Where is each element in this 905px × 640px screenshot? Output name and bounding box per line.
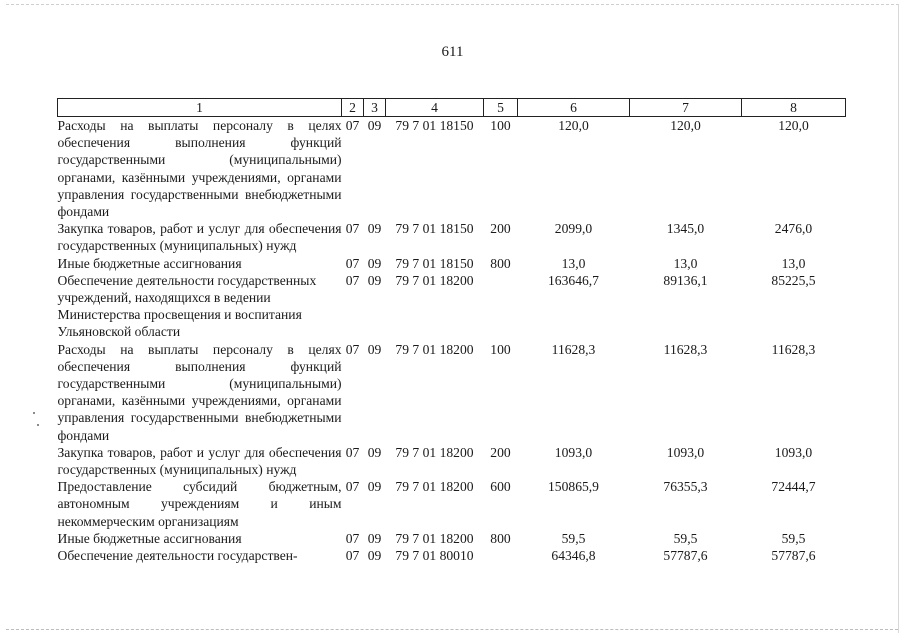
row-expense-type: 800: [490, 255, 511, 271]
row-expense-type: [484, 547, 518, 564]
row-value-6: 150865,9: [548, 479, 599, 495]
row-value-6: 11628,3: [551, 341, 596, 357]
row-value-7: 1093,0: [666, 444, 705, 460]
row-section: 07: [345, 479, 360, 495]
row-value-7: 59,5: [673, 530, 698, 546]
row-value-6: 120,0: [558, 118, 589, 133]
table-row: [58, 272, 846, 341]
row-target-article: 79 7 01 18200: [395, 341, 474, 357]
row-section: 07: [345, 221, 360, 237]
header-col-4: 4: [386, 99, 484, 117]
row-value-6: 64346,8: [551, 548, 596, 564]
row-target-article: 79 7 01 18150: [395, 221, 474, 237]
row-value-6: 163646,7: [548, 272, 599, 288]
row-value-8: 13,0: [781, 255, 806, 271]
header-col-7: 7: [630, 99, 742, 117]
row-expense-type: 100: [490, 118, 511, 133]
row-target-article: 79 7 01 18200: [395, 479, 474, 495]
row-subsection: 09: [367, 341, 382, 357]
row-target-article: 79 7 01 18150: [395, 255, 474, 271]
row-expense-type: [484, 272, 518, 341]
header-col-1: 1: [58, 99, 342, 117]
row-section: 07: [345, 444, 360, 460]
table-row: [58, 478, 846, 530]
row-value-6: 2099,0: [554, 221, 593, 237]
row-value-7: 89136,1: [663, 272, 708, 288]
row-target-article: 79 7 01 18200: [395, 530, 474, 546]
row-section: 07: [345, 548, 360, 564]
row-value-7: 57787,6: [663, 548, 708, 564]
table-row: [58, 444, 846, 478]
row-section: 07: [345, 255, 360, 271]
row-section: 07: [345, 341, 360, 357]
row-value-8: 72444,7: [771, 479, 816, 495]
row-target-article: 79 7 01 80010: [395, 548, 474, 564]
row-name: Обеспечение деятельности государствен-: [57, 548, 298, 564]
table-row: [58, 547, 846, 564]
row-section: 07: [345, 118, 360, 133]
row-value-7: 1345,0: [666, 221, 705, 237]
row-value-8: 2476,0: [774, 221, 813, 237]
row-name: Предоставление субсидий бюджетным, автономным учреждениям и иным некоммерческим организациям: [57, 479, 342, 529]
page-bottom-edge: [6, 629, 898, 630]
row-value-7: 76355,3: [663, 479, 708, 495]
row-name: Иные бюджетные ассигнования: [57, 255, 242, 271]
table-row: [58, 255, 846, 272]
row-value-7: 13,0: [673, 255, 698, 271]
row-name: Расходы на выплаты персоналу в целях обеспечения выполнения функций государственными (муниципальными) органами, казёнными учреждениями, органами управления государственными внебюджетными фондами: [57, 118, 342, 220]
header-col-3: 3: [364, 99, 386, 117]
header-col-6: 6: [518, 99, 630, 117]
row-expense-type: 200: [490, 444, 511, 460]
table-row: [58, 530, 846, 547]
row-section: 07: [345, 272, 360, 288]
row-expense-type: 100: [490, 341, 511, 357]
row-value-7: 11628,3: [663, 341, 708, 357]
table-row: [58, 220, 846, 254]
row-expense-type: 200: [490, 221, 511, 237]
row-value-6: 13,0: [561, 255, 586, 271]
row-value-8: 59,5: [781, 530, 806, 546]
row-expense-type: 800: [490, 530, 511, 546]
row-value-6: 59,5: [561, 530, 586, 546]
header-col-5: 5: [484, 99, 518, 117]
row-name: Закупка товаров, работ и услуг для обеспечения государственных (муниципальных) нужд: [57, 221, 342, 254]
row-subsection: 09: [367, 272, 382, 288]
row-value-6: 1093,0: [554, 444, 593, 460]
row-value-8: 57787,6: [771, 548, 816, 564]
scan-speck: [33, 412, 35, 414]
row-target-article: 79 7 01 18200: [395, 272, 474, 288]
row-subsection: 09: [367, 118, 382, 133]
row-value-8: 85225,5: [771, 272, 816, 288]
header-col-8: 8: [742, 99, 846, 117]
header-row: [58, 99, 846, 117]
row-subsection: 09: [367, 221, 382, 237]
row-value-8: 1093,0: [774, 444, 813, 460]
scan-speck: [37, 424, 39, 426]
row-subsection: 09: [367, 444, 382, 460]
table-row: [58, 117, 846, 221]
row-name: Обеспечение деятельности государственных учреждений, находящихся в ведении Министерства просвещения и воспитания Ульяновской области: [57, 272, 317, 340]
row-subsection: 09: [367, 548, 382, 564]
row-target-article: 79 7 01 18150: [395, 118, 474, 133]
row-name: Иные бюджетные ассигнования: [57, 530, 242, 546]
table-row: [58, 341, 846, 444]
row-target-article: 79 7 01 18200: [395, 444, 474, 460]
row-expense-type: 600: [490, 479, 511, 495]
row-value-8: 120,0: [778, 118, 809, 133]
row-subsection: 09: [367, 479, 382, 495]
row-section: 07: [345, 530, 360, 546]
row-name: Закупка товаров, работ и услуг для обеспечения государственных (муниципальных) нужд: [57, 444, 342, 478]
budget-table: [57, 98, 846, 564]
row-name: Расходы на выплаты персоналу в целях обеспечения выполнения функций государственными (муниципальными) органами, казёнными учреждениями, органами управления государственными внебюджетными фондами: [57, 341, 342, 443]
row-value-8: 11628,3: [771, 341, 816, 357]
page-number: 611: [441, 44, 464, 60]
row-subsection: 09: [367, 530, 382, 546]
header-col-2: 2: [342, 99, 364, 117]
row-value-7: 120,0: [670, 118, 701, 133]
row-subsection: 09: [367, 255, 382, 271]
